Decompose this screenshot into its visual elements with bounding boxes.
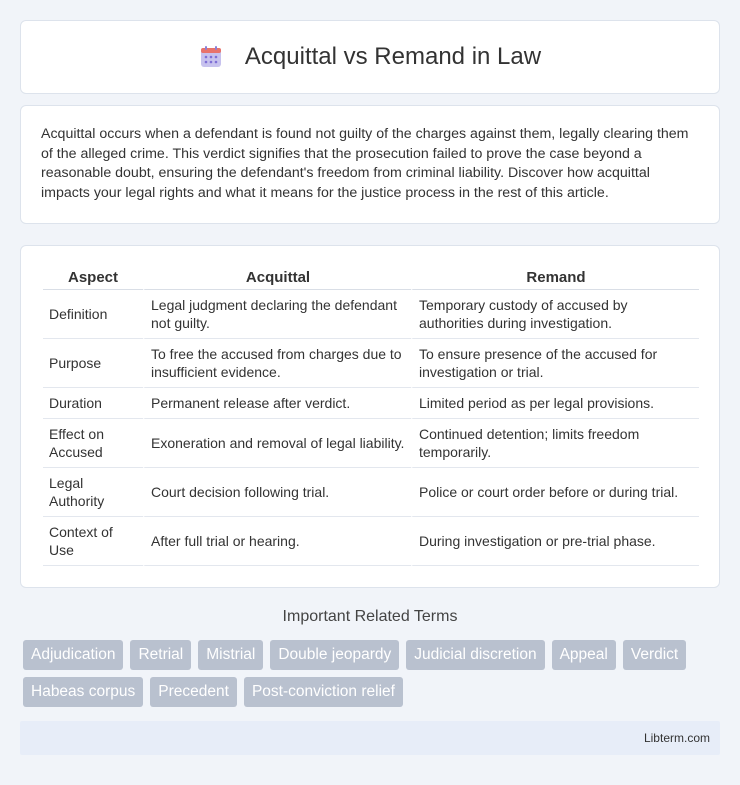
header-remand: Remand [411, 266, 699, 290]
comparison-table [43, 266, 699, 566]
table-row [43, 468, 699, 517]
cell-remand: During investigation or pre-trial phase. [411, 517, 699, 566]
tag-judicial-discretion[interactable]: Judicial discretion [406, 640, 544, 670]
table-row [43, 388, 699, 419]
tag-precedent[interactable]: Precedent [150, 677, 237, 707]
table-row [43, 517, 699, 566]
table-row [43, 339, 699, 388]
calendar-icon [199, 45, 223, 69]
footer-site-link[interactable]: Libterm.com [643, 731, 710, 745]
cell-aspect: Effect on Accused [43, 419, 143, 468]
tag-habeas-corpus[interactable]: Habeas corpus [23, 677, 143, 707]
cell-acquittal: Permanent release after verdict. [143, 388, 411, 419]
tag-verdict[interactable]: Verdict [623, 640, 686, 670]
cell-acquittal: To free the accused from charges due to insufficient evidence. [143, 339, 411, 388]
tag-double-jeopardy[interactable]: Double jeopardy [270, 640, 399, 670]
cell-aspect: Purpose [43, 339, 143, 388]
cell-acquittal: Court decision following trial. [143, 468, 411, 517]
tag-post-conviction-relief[interactable]: Post-conviction relief [244, 677, 403, 707]
intro-text: Acquittal occurs when a defendant is found not guilty of the charges against them, legally clearing them of the alleged crime. This verdict signifies that the prosecution failed to prove the case beyond a reasonable doubt, ensuring the defendant's freedom from criminal liability. Discover how acquittal impacts your legal rights and what it means for the justice process in the rest of this article. [41, 126, 689, 201]
tag-mistrial[interactable]: Mistrial [198, 640, 263, 670]
header-aspect: Aspect [43, 266, 143, 290]
tag-appeal[interactable]: Appeal [552, 640, 616, 670]
comparison-table-card [20, 245, 720, 588]
cell-remand: Limited period as per legal provisions. [411, 388, 699, 419]
cell-acquittal: Exoneration and removal of legal liability. [143, 419, 411, 468]
related-terms-title: Important Related Terms [282, 608, 458, 625]
related-terms-list [23, 640, 723, 707]
cell-aspect: Definition [43, 290, 143, 339]
table-row [43, 290, 699, 339]
cell-remand: To ensure presence of the accused for investigation or trial. [411, 339, 699, 388]
cell-aspect: Context of Use [43, 517, 143, 566]
header-card [20, 20, 720, 94]
header-acquittal: Acquittal [143, 266, 411, 290]
page-title: Acquittal vs Remand in Law [244, 43, 542, 70]
cell-aspect: Duration [43, 388, 143, 419]
footer [20, 721, 720, 755]
cell-acquittal: After full trial or hearing. [143, 517, 411, 566]
tag-adjudication[interactable]: Adjudication [23, 640, 123, 670]
intro-card [20, 105, 720, 224]
cell-remand: Continued detention; limits freedom temporarily. [411, 419, 699, 468]
tag-retrial[interactable]: Retrial [130, 640, 191, 670]
cell-aspect: Legal Authority [43, 468, 143, 517]
cell-remand: Temporary custody of accused by authorities during investigation. [411, 290, 699, 339]
table-row [43, 419, 699, 468]
cell-acquittal: Legal judgment declaring the defendant not guilty. [143, 290, 411, 339]
cell-remand: Police or court order before or during trial. [411, 468, 699, 517]
